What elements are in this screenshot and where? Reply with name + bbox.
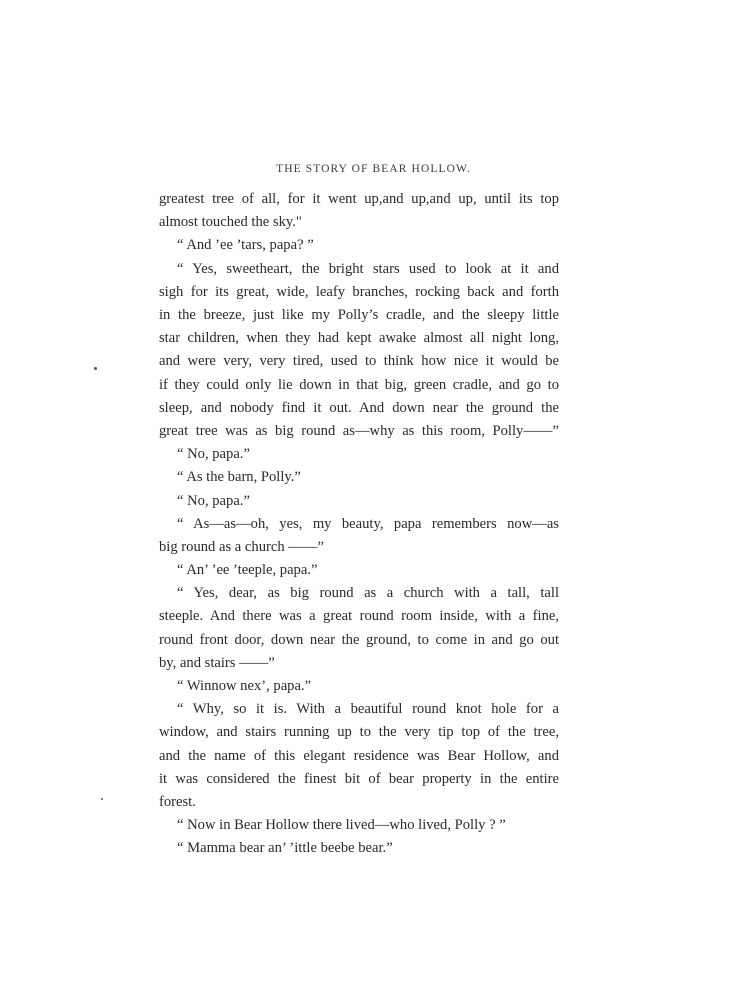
text-line: “ Yes, sweetheart, the bright stars used to look at it and (177, 260, 559, 277)
text-line: by, and stairs ——” (159, 654, 275, 671)
text-line: “ No, papa.” (177, 446, 250, 463)
text-line: big round as a church ——” (159, 538, 324, 555)
text-line: “ Why, so it is. With a beautiful round knot hole for a (177, 701, 559, 718)
text-line: if they could only lie down in that big, green cradle, and go to (159, 376, 559, 393)
text-line: “ Mamma bear an’ ’ittle beebe bear.” (177, 840, 393, 857)
text-line: it was considered the finest bit of bear property in the entire (159, 770, 559, 787)
text-line: steeple. And there was a great round room inside, with a fine, (159, 608, 559, 625)
text-line: window, and stairs running up to the very tip top of the tree, (159, 724, 559, 741)
text-line: “ As the barn, Polly.” (177, 469, 301, 486)
text-line: great tree was as big round as—why as this room, Polly——” (159, 422, 559, 439)
text-line: “ No, papa.” (177, 492, 250, 509)
body-text (159, 188, 559, 861)
scan-speck (101, 798, 103, 800)
text-line: round front door, down near the ground, to come in and go out (159, 631, 559, 648)
text-line: and the name of this elegant residence was Bear Hollow, and (159, 747, 559, 764)
scan-speck (94, 367, 97, 370)
text-line: “ Yes, dear, as big round as a church with a tall, tall (177, 585, 559, 602)
text-line: “ Now in Bear Hollow there lived—who lived, Polly ? ” (177, 817, 506, 834)
text-line: greatest tree of all, for it went up,and up,and up, until its top (159, 191, 559, 207)
text-line: star children, when they had kept awake almost all night long, (159, 330, 559, 347)
text-line: and were very, very tired, used to think how nice it would be (159, 353, 559, 370)
text-line: “ An’ ’ee ’teeple, papa.” (177, 562, 318, 579)
text-line: “ And ’ee ’tars, papa? ” (177, 237, 314, 254)
text-line: in the breeze, just like my Polly’s cradle, and the sleepy little (159, 306, 559, 323)
text-line: sleep, and nobody find it out. And down near the ground the (159, 399, 559, 416)
text-line: sigh for its great, wide, leafy branches, rocking back and forth (159, 283, 559, 300)
text-line: “ As—as—oh, yes, my beauty, papa remembers now—as (177, 515, 559, 532)
text-line: “ Winnow nex’, papa.” (177, 678, 312, 695)
text-line: forest. (159, 794, 196, 811)
text-line: almost touched the sky." (159, 214, 302, 231)
running-head: THE STORY OF BEAR HOLLOW. (276, 163, 471, 175)
